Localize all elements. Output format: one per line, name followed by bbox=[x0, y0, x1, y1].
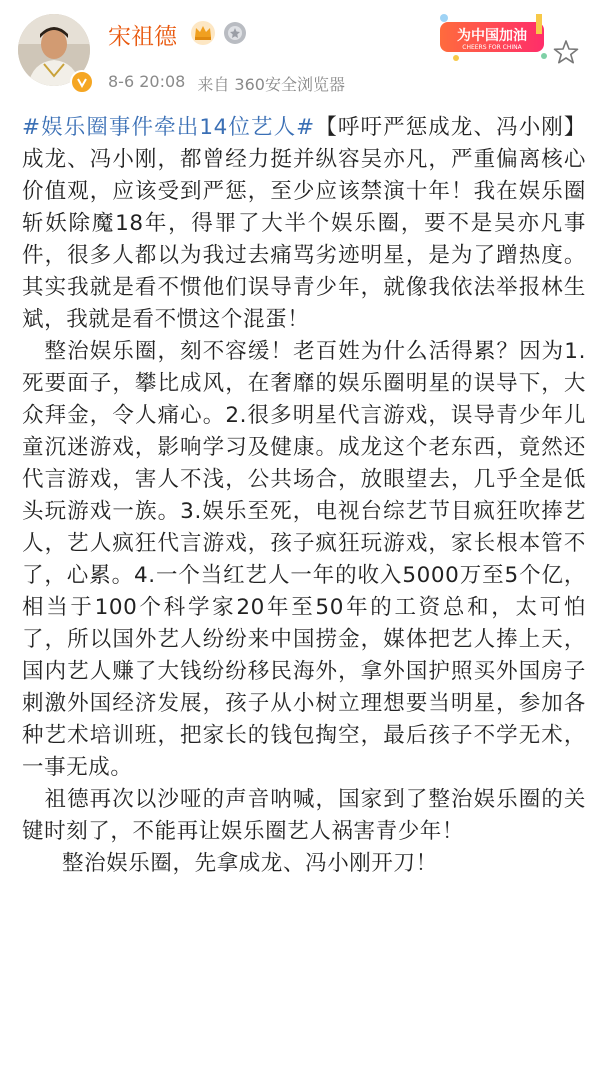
crown-badge-icon[interactable] bbox=[190, 20, 216, 50]
user-name[interactable]: 宋祖德 bbox=[108, 24, 177, 50]
post-paragraph-3 bbox=[22, 784, 586, 848]
user-badges bbox=[190, 20, 248, 50]
verified-v-icon bbox=[70, 70, 94, 94]
banner-title: 为中国加油 bbox=[457, 28, 527, 44]
post-header bbox=[0, 0, 600, 110]
post-paragraph-4 bbox=[22, 848, 586, 880]
post-body bbox=[22, 112, 586, 880]
paragraph-2-text: 整治娱乐圈，刻不容缓！老百姓为什么活得累？因为1.死要面子，攀比成风，在奢靡的娱乐圈明星的误导下，大众拜金，令人痛心。2.很多明星代言游戏，误导青少年儿童沉迷游戏，影响学习及健康。成龙这个老东西，竟然还代言游戏，害人不浅，公共场合，放眼望去，几乎全是低头玩游戏一族。3.娱乐至死，电视台综艺节目疯狂吹捧艺人，艺人疯狂代言游戏，孩子疯狂玩游戏，家长根本管不了，心累。4.一个当红艺人一年的收入5000万至5个亿，相当于100个科学家20年至50年的工资总和，太可怕了，所以国外艺人纷纷来中国捞金，媒体把艺人捧上天，国内艺人赚了大钱纷纷移民海外，拿外国护照买外国房子刺激外国经济发展，孩子从小树立理想要当明星，参加各种艺术培训班，把家长的钱包掏空，最后孩子不学无术，一事无成。 bbox=[22, 339, 586, 780]
post-time: 8-6 20:08 bbox=[108, 72, 186, 91]
banner-subtitle: CHEERS FOR CHINA bbox=[462, 44, 522, 51]
post-paragraph-2 bbox=[22, 336, 586, 784]
medal-badge-icon[interactable] bbox=[222, 20, 248, 50]
paragraph-4-text: 整治娱乐圈，先拿成龙、冯小刚开刀！ bbox=[62, 851, 438, 876]
cheers-for-china-banner[interactable] bbox=[432, 8, 552, 64]
paragraph-1-text: 【呼吁严惩成龙、冯小刚】成龙、冯小刚，都曾经力挺并纵容吴亦凡，严重偏离核心价值观，应该受到严惩，至少应该禁演十年！我在娱乐圈斩妖除魔18年，得罪了大半个娱乐圈，要不是吴亦凡事件，很多人都以为我过去痛骂劣迹明星，是为了蹭热度。其实我就是看不惯他们误导青少年，就像我依法举报林生斌，我就是看不惯这个混蛋！ bbox=[22, 115, 586, 332]
hashtag-link[interactable]: #娱乐圈事件牵出14位艺人# bbox=[22, 115, 315, 140]
post-source[interactable]: 来自 360安全浏览器 bbox=[197, 75, 345, 94]
post-paragraph-1 bbox=[22, 112, 586, 336]
paragraph-3-text: 祖德再次以沙哑的声音呐喊，国家到了整治娱乐圈的关键时刻了，不能再让娱乐圈艺人祸害青少年！ bbox=[22, 787, 586, 844]
post-meta bbox=[108, 72, 345, 95]
star-outline-icon[interactable] bbox=[552, 38, 580, 66]
